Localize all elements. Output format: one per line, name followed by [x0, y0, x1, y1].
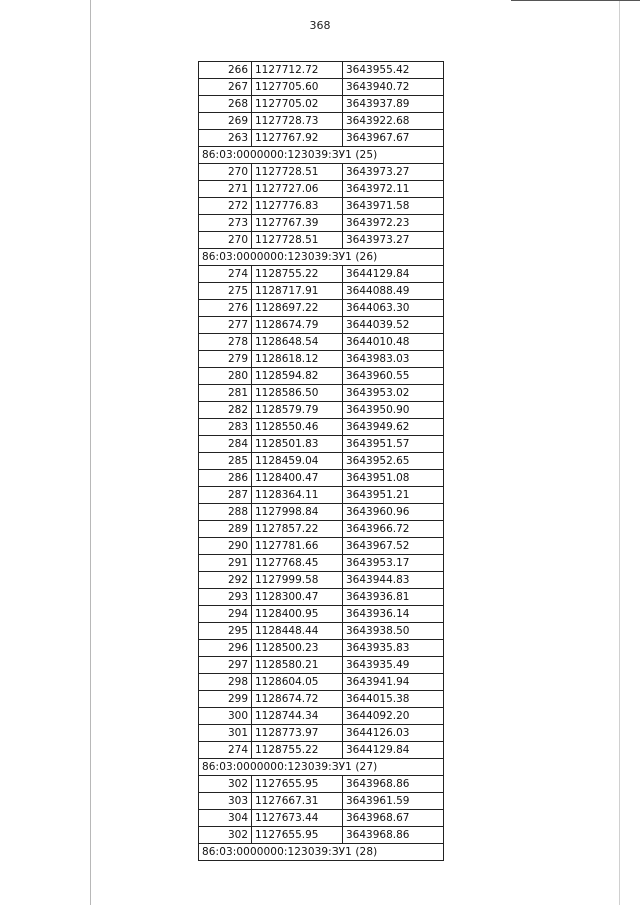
- table-row: [199, 742, 444, 759]
- y-coordinate-cell: 3644129.84: [343, 742, 444, 759]
- x-coordinate-cell: 1127998.84: [252, 504, 343, 521]
- table-row: [199, 130, 444, 147]
- x-coordinate-cell: 1127673.44: [252, 810, 343, 827]
- y-coordinate-cell: 3643973.27: [343, 164, 444, 181]
- table-row: [199, 572, 444, 589]
- y-coordinate-cell: 3643940.72: [343, 79, 444, 96]
- y-coordinate-cell: 3643967.52: [343, 538, 444, 555]
- point-number-cell: 278: [199, 334, 252, 351]
- point-number-cell: 280: [199, 368, 252, 385]
- x-coordinate-cell: 1128501.83: [252, 436, 343, 453]
- point-number-cell: 269: [199, 113, 252, 130]
- point-number-cell: 288: [199, 504, 252, 521]
- table-row: [199, 351, 444, 368]
- y-coordinate-cell: 3643955.42: [343, 62, 444, 79]
- y-coordinate-cell: 3643935.83: [343, 640, 444, 657]
- x-coordinate-cell: 1128579.79: [252, 402, 343, 419]
- point-number-cell: 276: [199, 300, 252, 317]
- y-coordinate-cell: 3643973.27: [343, 232, 444, 249]
- x-coordinate-cell: 1128755.22: [252, 266, 343, 283]
- point-number-cell: 272: [199, 198, 252, 215]
- table-row: [199, 691, 444, 708]
- point-number-cell: 275: [199, 283, 252, 300]
- x-coordinate-cell: 1127705.60: [252, 79, 343, 96]
- table-row: [199, 300, 444, 317]
- point-number-cell: 274: [199, 742, 252, 759]
- table-row: [199, 113, 444, 130]
- parcel-id-label: 86:03:0000000:123039:ЗУ1 (25): [199, 147, 444, 164]
- x-coordinate-cell: 1127768.45: [252, 555, 343, 572]
- x-coordinate-cell: 1127728.73: [252, 113, 343, 130]
- table-row: [199, 504, 444, 521]
- table-row: [199, 96, 444, 113]
- x-coordinate-cell: 1128618.12: [252, 351, 343, 368]
- x-coordinate-cell: 1127776.83: [252, 198, 343, 215]
- y-coordinate-cell: 3644010.48: [343, 334, 444, 351]
- table-row: [199, 436, 444, 453]
- point-number-cell: 268: [199, 96, 252, 113]
- point-number-cell: 270: [199, 164, 252, 181]
- point-number-cell: 293: [199, 589, 252, 606]
- x-coordinate-cell: 1127767.39: [252, 215, 343, 232]
- left-margin-rule: [90, 0, 91, 905]
- parcel-section-row: [199, 759, 444, 776]
- y-coordinate-cell: 3643968.67: [343, 810, 444, 827]
- point-number-cell: 279: [199, 351, 252, 368]
- y-coordinate-cell: 3643983.03: [343, 351, 444, 368]
- point-number-cell: 287: [199, 487, 252, 504]
- x-coordinate-cell: 1127712.72: [252, 62, 343, 79]
- point-number-cell: 302: [199, 776, 252, 793]
- x-coordinate-cell: 1128604.05: [252, 674, 343, 691]
- x-coordinate-cell: 1127781.66: [252, 538, 343, 555]
- y-coordinate-cell: 3643960.96: [343, 504, 444, 521]
- point-number-cell: 297: [199, 657, 252, 674]
- table-row: [199, 470, 444, 487]
- point-number-cell: 298: [199, 674, 252, 691]
- y-coordinate-cell: 3643967.67: [343, 130, 444, 147]
- table-row: [199, 453, 444, 470]
- x-coordinate-cell: 1128550.46: [252, 419, 343, 436]
- point-number-cell: 291: [199, 555, 252, 572]
- x-coordinate-cell: 1127667.31: [252, 793, 343, 810]
- parcel-id-label: 86:03:0000000:123039:ЗУ1 (27): [199, 759, 444, 776]
- top-edge-line: [511, 0, 640, 1]
- point-number-cell: 292: [199, 572, 252, 589]
- y-coordinate-cell: 3643971.58: [343, 198, 444, 215]
- table-row: [199, 487, 444, 504]
- y-coordinate-cell: 3644092.20: [343, 708, 444, 725]
- y-coordinate-cell: 3643951.08: [343, 470, 444, 487]
- y-coordinate-cell: 3643936.81: [343, 589, 444, 606]
- point-number-cell: 281: [199, 385, 252, 402]
- point-number-cell: 277: [199, 317, 252, 334]
- parcel-section-row: [199, 249, 444, 266]
- parcel-id-label: 86:03:0000000:123039:ЗУ1 (26): [199, 249, 444, 266]
- x-coordinate-cell: 1128459.04: [252, 453, 343, 470]
- table-row: [199, 266, 444, 283]
- point-number-cell: 282: [199, 402, 252, 419]
- page-number: 368: [309, 19, 331, 32]
- point-number-cell: 266: [199, 62, 252, 79]
- y-coordinate-cell: 3643936.14: [343, 606, 444, 623]
- table-row: [199, 538, 444, 555]
- y-coordinate-cell: 3644126.03: [343, 725, 444, 742]
- y-coordinate-cell: 3643937.89: [343, 96, 444, 113]
- point-number-cell: 301: [199, 725, 252, 742]
- x-coordinate-cell: 1127999.58: [252, 572, 343, 589]
- table-row: [199, 827, 444, 844]
- table-row: [199, 79, 444, 96]
- point-number-cell: 271: [199, 181, 252, 198]
- x-coordinate-cell: 1128674.72: [252, 691, 343, 708]
- table-row: [199, 283, 444, 300]
- table-row: [199, 708, 444, 725]
- x-coordinate-cell: 1128594.82: [252, 368, 343, 385]
- point-number-cell: 294: [199, 606, 252, 623]
- x-coordinate-cell: 1128717.91: [252, 283, 343, 300]
- point-number-cell: 274: [199, 266, 252, 283]
- table-row: [199, 215, 444, 232]
- point-number-cell: 283: [199, 419, 252, 436]
- table-row: [199, 198, 444, 215]
- y-coordinate-cell: 3643961.59: [343, 793, 444, 810]
- y-coordinate-cell: 3643951.21: [343, 487, 444, 504]
- table-row: [199, 521, 444, 538]
- x-coordinate-cell: 1127728.51: [252, 164, 343, 181]
- table-row: [199, 385, 444, 402]
- y-coordinate-cell: 3643953.17: [343, 555, 444, 572]
- point-number-cell: 285: [199, 453, 252, 470]
- x-coordinate-cell: 1127857.22: [252, 521, 343, 538]
- x-coordinate-cell: 1128744.34: [252, 708, 343, 725]
- point-number-cell: 303: [199, 793, 252, 810]
- x-coordinate-cell: 1128773.97: [252, 725, 343, 742]
- parcel-section-row: [199, 147, 444, 164]
- x-coordinate-cell: 1128674.79: [252, 317, 343, 334]
- table-row: [199, 368, 444, 385]
- table-row: [199, 62, 444, 79]
- table-row: [199, 589, 444, 606]
- y-coordinate-cell: 3643950.90: [343, 402, 444, 419]
- table-row: [199, 640, 444, 657]
- table-row: [199, 419, 444, 436]
- point-number-cell: 290: [199, 538, 252, 555]
- point-number-cell: 267: [199, 79, 252, 96]
- x-coordinate-cell: 1127728.51: [252, 232, 343, 249]
- y-coordinate-cell: 3644039.52: [343, 317, 444, 334]
- point-number-cell: 304: [199, 810, 252, 827]
- parcel-section-row: [199, 844, 444, 861]
- table-row: [199, 657, 444, 674]
- point-number-cell: 289: [199, 521, 252, 538]
- point-number-cell: 296: [199, 640, 252, 657]
- table-row: [199, 725, 444, 742]
- point-number-cell: 270: [199, 232, 252, 249]
- y-coordinate-cell: 3643941.94: [343, 674, 444, 691]
- y-coordinate-cell: 3643949.62: [343, 419, 444, 436]
- y-coordinate-cell: 3643951.57: [343, 436, 444, 453]
- coordinates-table: [198, 61, 444, 861]
- point-number-cell: 302: [199, 827, 252, 844]
- point-number-cell: 273: [199, 215, 252, 232]
- y-coordinate-cell: 3643968.86: [343, 827, 444, 844]
- x-coordinate-cell: 1127655.95: [252, 776, 343, 793]
- y-coordinate-cell: 3643972.23: [343, 215, 444, 232]
- y-coordinate-cell: 3643935.49: [343, 657, 444, 674]
- table-row: [199, 606, 444, 623]
- table-row: [199, 674, 444, 691]
- x-coordinate-cell: 1128648.54: [252, 334, 343, 351]
- table-row: [199, 164, 444, 181]
- table-row: [199, 793, 444, 810]
- x-coordinate-cell: 1127727.06: [252, 181, 343, 198]
- x-coordinate-cell: 1128580.21: [252, 657, 343, 674]
- point-number-cell: 300: [199, 708, 252, 725]
- x-coordinate-cell: 1128364.11: [252, 487, 343, 504]
- y-coordinate-cell: 3644129.84: [343, 266, 444, 283]
- y-coordinate-cell: 3644015.38: [343, 691, 444, 708]
- y-coordinate-cell: 3643944.83: [343, 572, 444, 589]
- point-number-cell: 284: [199, 436, 252, 453]
- y-coordinate-cell: 3643972.11: [343, 181, 444, 198]
- y-coordinate-cell: 3644088.49: [343, 283, 444, 300]
- y-coordinate-cell: 3643952.65: [343, 453, 444, 470]
- x-coordinate-cell: 1128400.95: [252, 606, 343, 623]
- x-coordinate-cell: 1128586.50: [252, 385, 343, 402]
- table-row: [199, 402, 444, 419]
- y-coordinate-cell: 3643938.50: [343, 623, 444, 640]
- x-coordinate-cell: 1128697.22: [252, 300, 343, 317]
- table-row: [199, 623, 444, 640]
- table-row: [199, 181, 444, 198]
- point-number-cell: 286: [199, 470, 252, 487]
- y-coordinate-cell: 3643968.86: [343, 776, 444, 793]
- table-row: [199, 317, 444, 334]
- table-row: [199, 334, 444, 351]
- parcel-id-label: 86:03:0000000:123039:ЗУ1 (28): [199, 844, 444, 861]
- x-coordinate-cell: 1128448.44: [252, 623, 343, 640]
- x-coordinate-cell: 1127767.92: [252, 130, 343, 147]
- y-coordinate-cell: 3644063.30: [343, 300, 444, 317]
- x-coordinate-cell: 1128500.23: [252, 640, 343, 657]
- y-coordinate-cell: 3643922.68: [343, 113, 444, 130]
- point-number-cell: 299: [199, 691, 252, 708]
- x-coordinate-cell: 1128755.22: [252, 742, 343, 759]
- x-coordinate-cell: 1127655.95: [252, 827, 343, 844]
- x-coordinate-cell: 1128300.47: [252, 589, 343, 606]
- y-coordinate-cell: 3643953.02: [343, 385, 444, 402]
- y-coordinate-cell: 3643966.72: [343, 521, 444, 538]
- right-margin-rule: [619, 0, 620, 905]
- x-coordinate-cell: 1127705.02: [252, 96, 343, 113]
- table-row: [199, 776, 444, 793]
- table-row: [199, 232, 444, 249]
- point-number-cell: 295: [199, 623, 252, 640]
- y-coordinate-cell: 3643960.55: [343, 368, 444, 385]
- table-row: [199, 810, 444, 827]
- point-number-cell: 263: [199, 130, 252, 147]
- table-row: [199, 555, 444, 572]
- coordinates-table-body: [199, 62, 444, 861]
- x-coordinate-cell: 1128400.47: [252, 470, 343, 487]
